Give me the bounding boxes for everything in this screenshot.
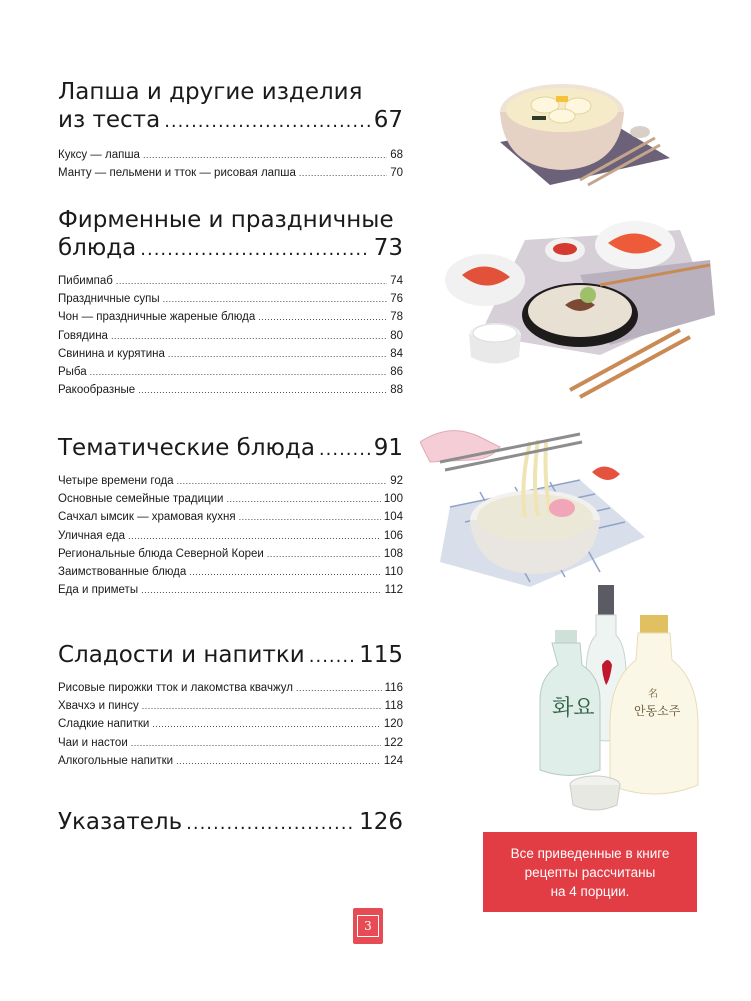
entry-label: Еда и приметы <box>58 584 139 597</box>
toc-entry[interactable] <box>58 581 403 599</box>
section-title-line: Лапша и другие изделия <box>58 79 363 105</box>
entry-label: Манту — пельмени и тток — рисовая лапша <box>58 167 296 180</box>
section-page-number: 115 <box>359 642 403 668</box>
entry-page: 116 <box>384 682 403 694</box>
leader-dots <box>90 363 388 381</box>
toc-entry[interactable] <box>58 508 403 526</box>
toc-entry[interactable] <box>58 345 403 363</box>
entry-label: Основные семейные традиции <box>58 493 224 506</box>
toc-entry[interactable] <box>58 146 403 164</box>
section-title[interactable] <box>58 641 403 671</box>
leader-dots <box>128 527 381 545</box>
leader-dots <box>111 327 387 345</box>
leader-dots <box>296 679 382 697</box>
entry-page: 78 <box>390 311 403 324</box>
entry-page: 100 <box>383 493 403 506</box>
leader-dots <box>143 146 387 164</box>
entry-label: Заимствованные блюда <box>58 566 187 579</box>
entry-page: 120 <box>383 718 403 731</box>
leader-dots <box>267 545 381 563</box>
leader-dots <box>168 345 387 363</box>
entry-page: 106 <box>383 529 403 542</box>
leader-dots <box>152 715 381 733</box>
page-number: 3 <box>357 915 379 937</box>
toc-entry[interactable] <box>58 490 403 508</box>
entry-page: 88 <box>390 384 403 397</box>
leader-dots <box>258 308 387 326</box>
section-title-text: Сладости и напитки <box>58 642 305 668</box>
toc-entry[interactable] <box>58 527 403 545</box>
toc-section-festive <box>58 206 403 399</box>
toc-section-themed <box>58 434 403 599</box>
leader-dots <box>189 563 381 581</box>
section-title[interactable] <box>58 234 403 264</box>
entry-label: Рисовые пирожки тток и лакомства квачжул <box>58 682 293 694</box>
toc-entry[interactable] <box>58 164 403 182</box>
section-page-number: 91 <box>373 435 403 461</box>
leader-dots <box>226 490 380 508</box>
section-page-number: 67 <box>373 107 403 133</box>
entry-label: Чон — праздничные жареные блюда <box>58 311 256 324</box>
entry-label: Куксу — лапша <box>58 149 140 161</box>
entry-page: 80 <box>390 329 403 342</box>
entry-page: 76 <box>390 293 403 306</box>
noodle-bowl-illustration <box>470 60 680 195</box>
entry-label: Чаи и настои <box>58 736 128 749</box>
toc-section-noodles <box>58 78 403 182</box>
entry-page: 70 <box>390 167 403 180</box>
entry-label: Рыба <box>58 366 87 379</box>
section-title[interactable] <box>58 106 403 136</box>
leader-dots <box>239 508 381 526</box>
section-title[interactable] <box>58 434 403 464</box>
entry-label: Говядина <box>58 329 108 342</box>
note-line: рецепты рассчитаны <box>524 864 656 880</box>
section-title-text: блюда <box>58 235 137 261</box>
servings-note <box>483 832 697 912</box>
toc-entry[interactable] <box>58 381 403 399</box>
note-line: Все приведенные в книге <box>510 845 670 861</box>
entry-page: 68 <box>390 149 403 161</box>
entry-page: 108 <box>383 547 403 560</box>
leader-dots <box>131 734 381 752</box>
section-title-text: из теста <box>58 107 161 133</box>
section-title[interactable] <box>58 808 403 838</box>
leader-dots <box>140 236 369 264</box>
entry-page: 92 <box>390 475 403 487</box>
leader-dots <box>176 752 381 770</box>
leader-dots <box>141 581 382 599</box>
entry-label: Сачхал ымсик — храмовая кухня <box>58 511 236 524</box>
entry-label: Алкогольные напитки <box>58 754 174 767</box>
note-line: на 4 порции. <box>550 883 630 899</box>
leader-dots <box>138 381 387 399</box>
toc-entry[interactable] <box>58 697 403 715</box>
entry-page: 74 <box>390 275 403 287</box>
toc-entry[interactable] <box>58 563 403 581</box>
entry-label: Ракообразные <box>58 384 136 397</box>
noodle-chopsticks-illustration <box>420 412 660 592</box>
leader-dots <box>299 164 387 182</box>
entry-label: Уличная еда <box>58 529 126 542</box>
leader-dots <box>116 272 387 290</box>
toc-section-sweets <box>58 641 403 770</box>
entry-label: Четыре времени года <box>58 475 174 487</box>
entry-page: 124 <box>383 754 403 767</box>
toc-entry[interactable] <box>58 290 403 308</box>
entry-label: Свинина и курятина <box>58 347 165 360</box>
section-title-text: Тематические блюда <box>58 435 315 461</box>
toc-entry[interactable] <box>58 472 403 490</box>
section-title-line: Фирменные и праздничные <box>58 207 394 233</box>
toc-entry[interactable] <box>58 679 403 697</box>
section-title-text: Указатель <box>58 809 183 835</box>
entry-page: 110 <box>384 566 403 579</box>
entry-label: Региональные блюда Северной Кореи <box>58 547 264 560</box>
entry-page: 118 <box>384 700 403 713</box>
entry-label: Хвачхэ и пинсу <box>58 700 139 713</box>
toc-entry[interactable] <box>58 363 403 381</box>
entry-page: 104 <box>383 511 403 524</box>
leader-dots <box>319 436 370 464</box>
toc-entry[interactable] <box>58 308 403 326</box>
toc-entry[interactable] <box>58 327 403 345</box>
leader-dots <box>164 108 370 136</box>
toc-entry[interactable] <box>58 715 403 733</box>
bottle-label-left: 화요 <box>552 696 595 721</box>
leader-dots <box>163 290 388 308</box>
festive-meal-illustration <box>440 205 720 410</box>
toc-entry[interactable] <box>58 545 403 563</box>
entry-page: 84 <box>390 347 403 360</box>
entry-page: 122 <box>383 736 403 749</box>
leader-dots <box>309 643 355 671</box>
entry-label: Пибимпаб <box>58 275 113 287</box>
entry-label: Праздничные супы <box>58 293 160 306</box>
entry-page: 112 <box>384 584 403 597</box>
bottle-label-right: 안동소주 <box>634 704 681 718</box>
bottles-illustration <box>530 585 700 815</box>
section-page-number: 73 <box>373 235 403 261</box>
entry-page: 86 <box>390 366 403 379</box>
page-number-badge <box>353 908 383 944</box>
section-page-number: 126 <box>359 809 403 835</box>
toc-section-index <box>58 808 403 838</box>
bottle-label-right-top: 名 <box>648 689 658 700</box>
leader-dots <box>177 472 388 490</box>
entry-label: Сладкие напитки <box>58 718 150 731</box>
leader-dots <box>142 697 382 715</box>
toc-entry[interactable] <box>58 734 403 752</box>
leader-dots <box>186 810 355 838</box>
toc-entry[interactable] <box>58 752 403 770</box>
toc-entry[interactable] <box>58 272 403 290</box>
